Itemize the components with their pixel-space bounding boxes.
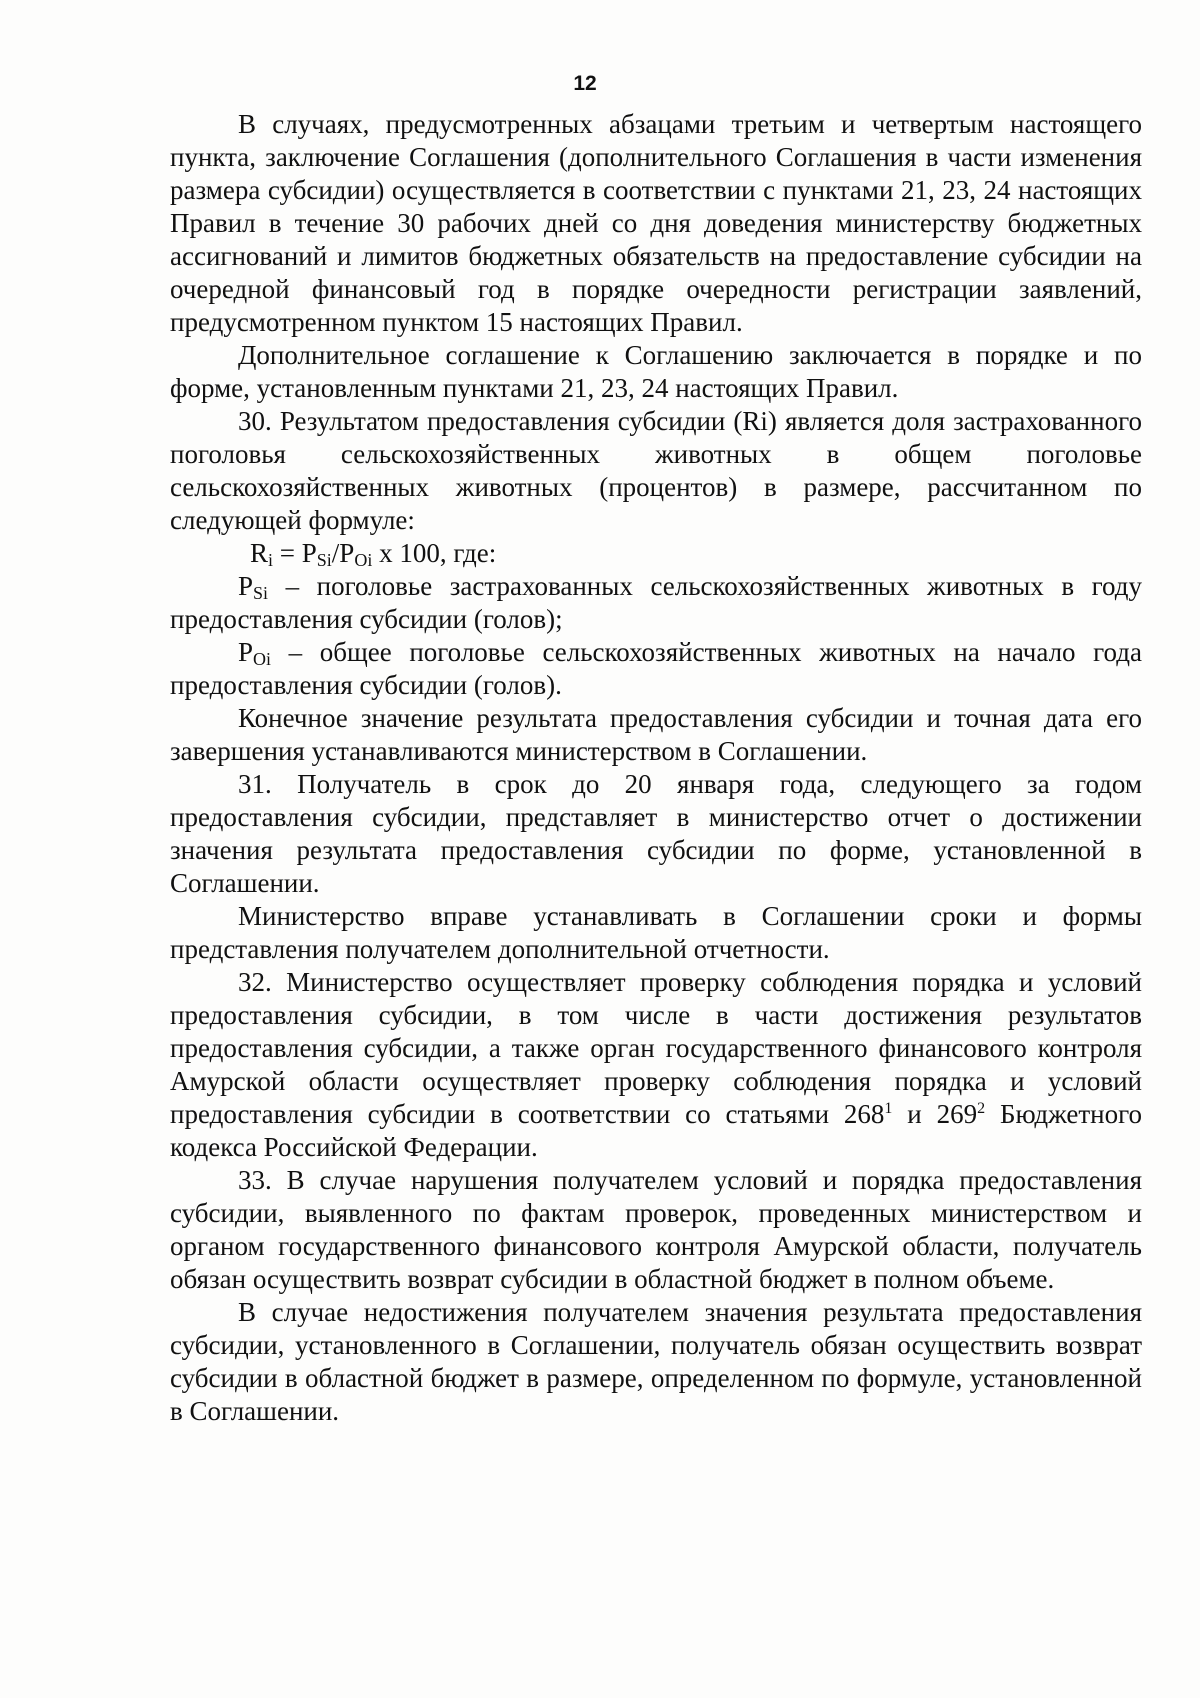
paragraph-31: 31. Получатель в срок до 20 января года, следующего за годом предоставления субсидии, представляет в министерство отчет о достижении значения результата предоставления субсидии по форме, установленной в Соглашении.	[170, 769, 1142, 898]
p32-sup-1: 1	[884, 1100, 893, 1117]
paragraph-additional-reporting: Министерство вправе устанавливать в Соглашении сроки и формы представления получателем дополнительной отчетности.	[170, 901, 1142, 964]
page-number: 12	[573, 72, 597, 95]
formula-eq: = P	[273, 538, 317, 568]
formula	[170, 537, 1142, 570]
paragraph-non-achievement: В случае недостижения получателем значения результата предоставления субсидии, установленного в Соглашении, получатель обязан осуществить возврат субсидии в областной бюджет в размере, определенном по формуле, установленной в Соглашении.	[170, 1297, 1142, 1426]
def-poi-sub: Oi	[253, 649, 272, 669]
def-psi-text: – поголовье застрахованных сельскохозяйственных животных в году предоставления субсидии (голов);	[170, 571, 1142, 634]
p32-text-b: и 269	[892, 1099, 978, 1129]
formula-psi-sub: Si	[316, 550, 332, 570]
definition-psi	[170, 570, 1142, 636]
document-body	[170, 108, 1142, 1428]
formula-slash: /P	[331, 538, 355, 568]
p32-text-a: 32. Министерство осуществляет проверку соблюдения порядка и условий предоставления субсидии, в том числе в части достижения результатов предоставления субсидии, а также орган государственного финансового контроля Амурской области осуществляет проверку соблюдения порядка и условий предоставления субсидии в соответствии со статьями 268	[170, 967, 1142, 1129]
p32-sup-2: 2	[977, 1100, 986, 1117]
paragraph-1: В случаях, предусмотренных абзацами третьим и четвертым настоящего пункта, заключение Соглашения (дополнительного Соглашения в части изменения размера субсидии) осуществляется в соответствии с пунктами 21, 23, 24 настоящих Правил в течение 30 рабочих дней со дня доведения министерству бюджетных ассигнований и лимитов бюджетных обязательств на предоставление субсидии на очередной финансовый год в порядке очередности регистрации заявлений, предусмотренном пунктом 15 настоящих Правил.	[170, 109, 1142, 337]
def-psi-letter: P	[238, 571, 254, 601]
formula-r: R	[250, 538, 269, 568]
paragraph-2: Дополнительное соглашение к Соглашению заключается в порядке и по форме, установленным пунктами 21, 23, 24 настоящих Правил.	[170, 340, 1142, 403]
formula-poi-sub: Oi	[354, 550, 373, 570]
p32-text-c: Бюджетного кодекса Российской Федерации.	[170, 1099, 1143, 1162]
paragraph-33: 33. В случае нарушения получателем условий и порядка предоставления субсидии, выявленного по фактам проверок, проведенных министерством и органом государственного финансового контроля Амурской области, получатель обязан осуществить возврат субсидии в областной бюджет в полном объеме.	[170, 1165, 1142, 1294]
definition-poi	[170, 636, 1142, 702]
def-poi-text: – общее поголовье сельскохозяйственных животных на начало года предоставления субсидии (голов).	[170, 637, 1142, 700]
paragraph-32	[170, 966, 1142, 1164]
paragraph-30: 30. Результатом предоставления субсидии (Ri) является доля застрахованного поголовья сельскохозяйственных животных в общем поголовье сельскохозяйственных животных (процентов) в размере, рассчитанном по следующей формуле:	[170, 406, 1142, 535]
formula-tail: x 100, где:	[372, 538, 497, 568]
def-psi-sub: Si	[253, 583, 269, 603]
paragraph-final-value: Конечное значение результата предоставления субсидии и точная дата его завершения устанавливаются министерством в Соглашении.	[170, 703, 1142, 766]
def-poi-letter: P	[238, 637, 254, 667]
formula-r-sub: i	[268, 550, 274, 570]
